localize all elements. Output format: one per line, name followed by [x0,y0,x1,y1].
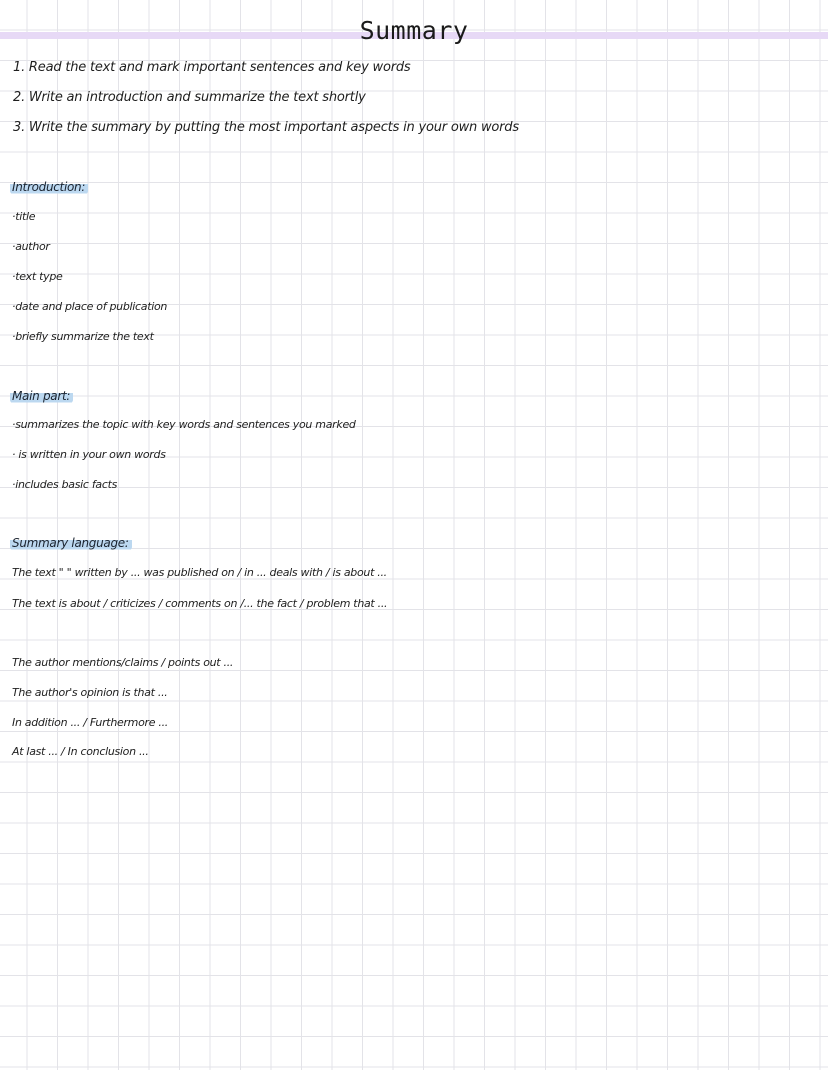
page-title: Summary [359,16,469,45]
introduction-item: ·date and place of publication [12,300,168,313]
main-part-heading: Main part: [10,389,73,403]
introduction-heading: Introduction: [10,180,88,194]
summary-phrase: The author's opinion is that ... [12,686,168,699]
step-item: 2. Write an introduction and summarize the text shortly [13,90,366,105]
step-item: 3. Write the summary by putting the most important aspects in your own words [13,120,519,135]
introduction-item: ·briefly summarize the text [12,330,154,343]
summary-phrase: The text " " written by ... was published on / in ... deals with / is about ... [12,566,387,579]
main-part-item: ·includes basic facts [12,478,118,491]
introduction-item: ·author [12,240,50,253]
summary-phrase: The author mentions/claims / points out ... [12,656,234,669]
summary-phrase: In addition ... / Furthermore ... [12,716,169,729]
summary-phrase: The text is about / criticizes / comments on /... the fact / problem that ... [12,597,388,610]
summary-language-heading: Summary language: [10,536,132,550]
introduction-item: ·text type [12,270,63,283]
summary-phrase: At last ... / In conclusion ... [12,745,149,758]
main-part-item: ·summarizes the topic with key words and sentences you marked [12,418,356,431]
main-part-item: · is written in your own words [12,448,166,461]
introduction-item: ·title [12,210,36,223]
step-item: 1. Read the text and mark important sentences and key words [13,60,411,75]
